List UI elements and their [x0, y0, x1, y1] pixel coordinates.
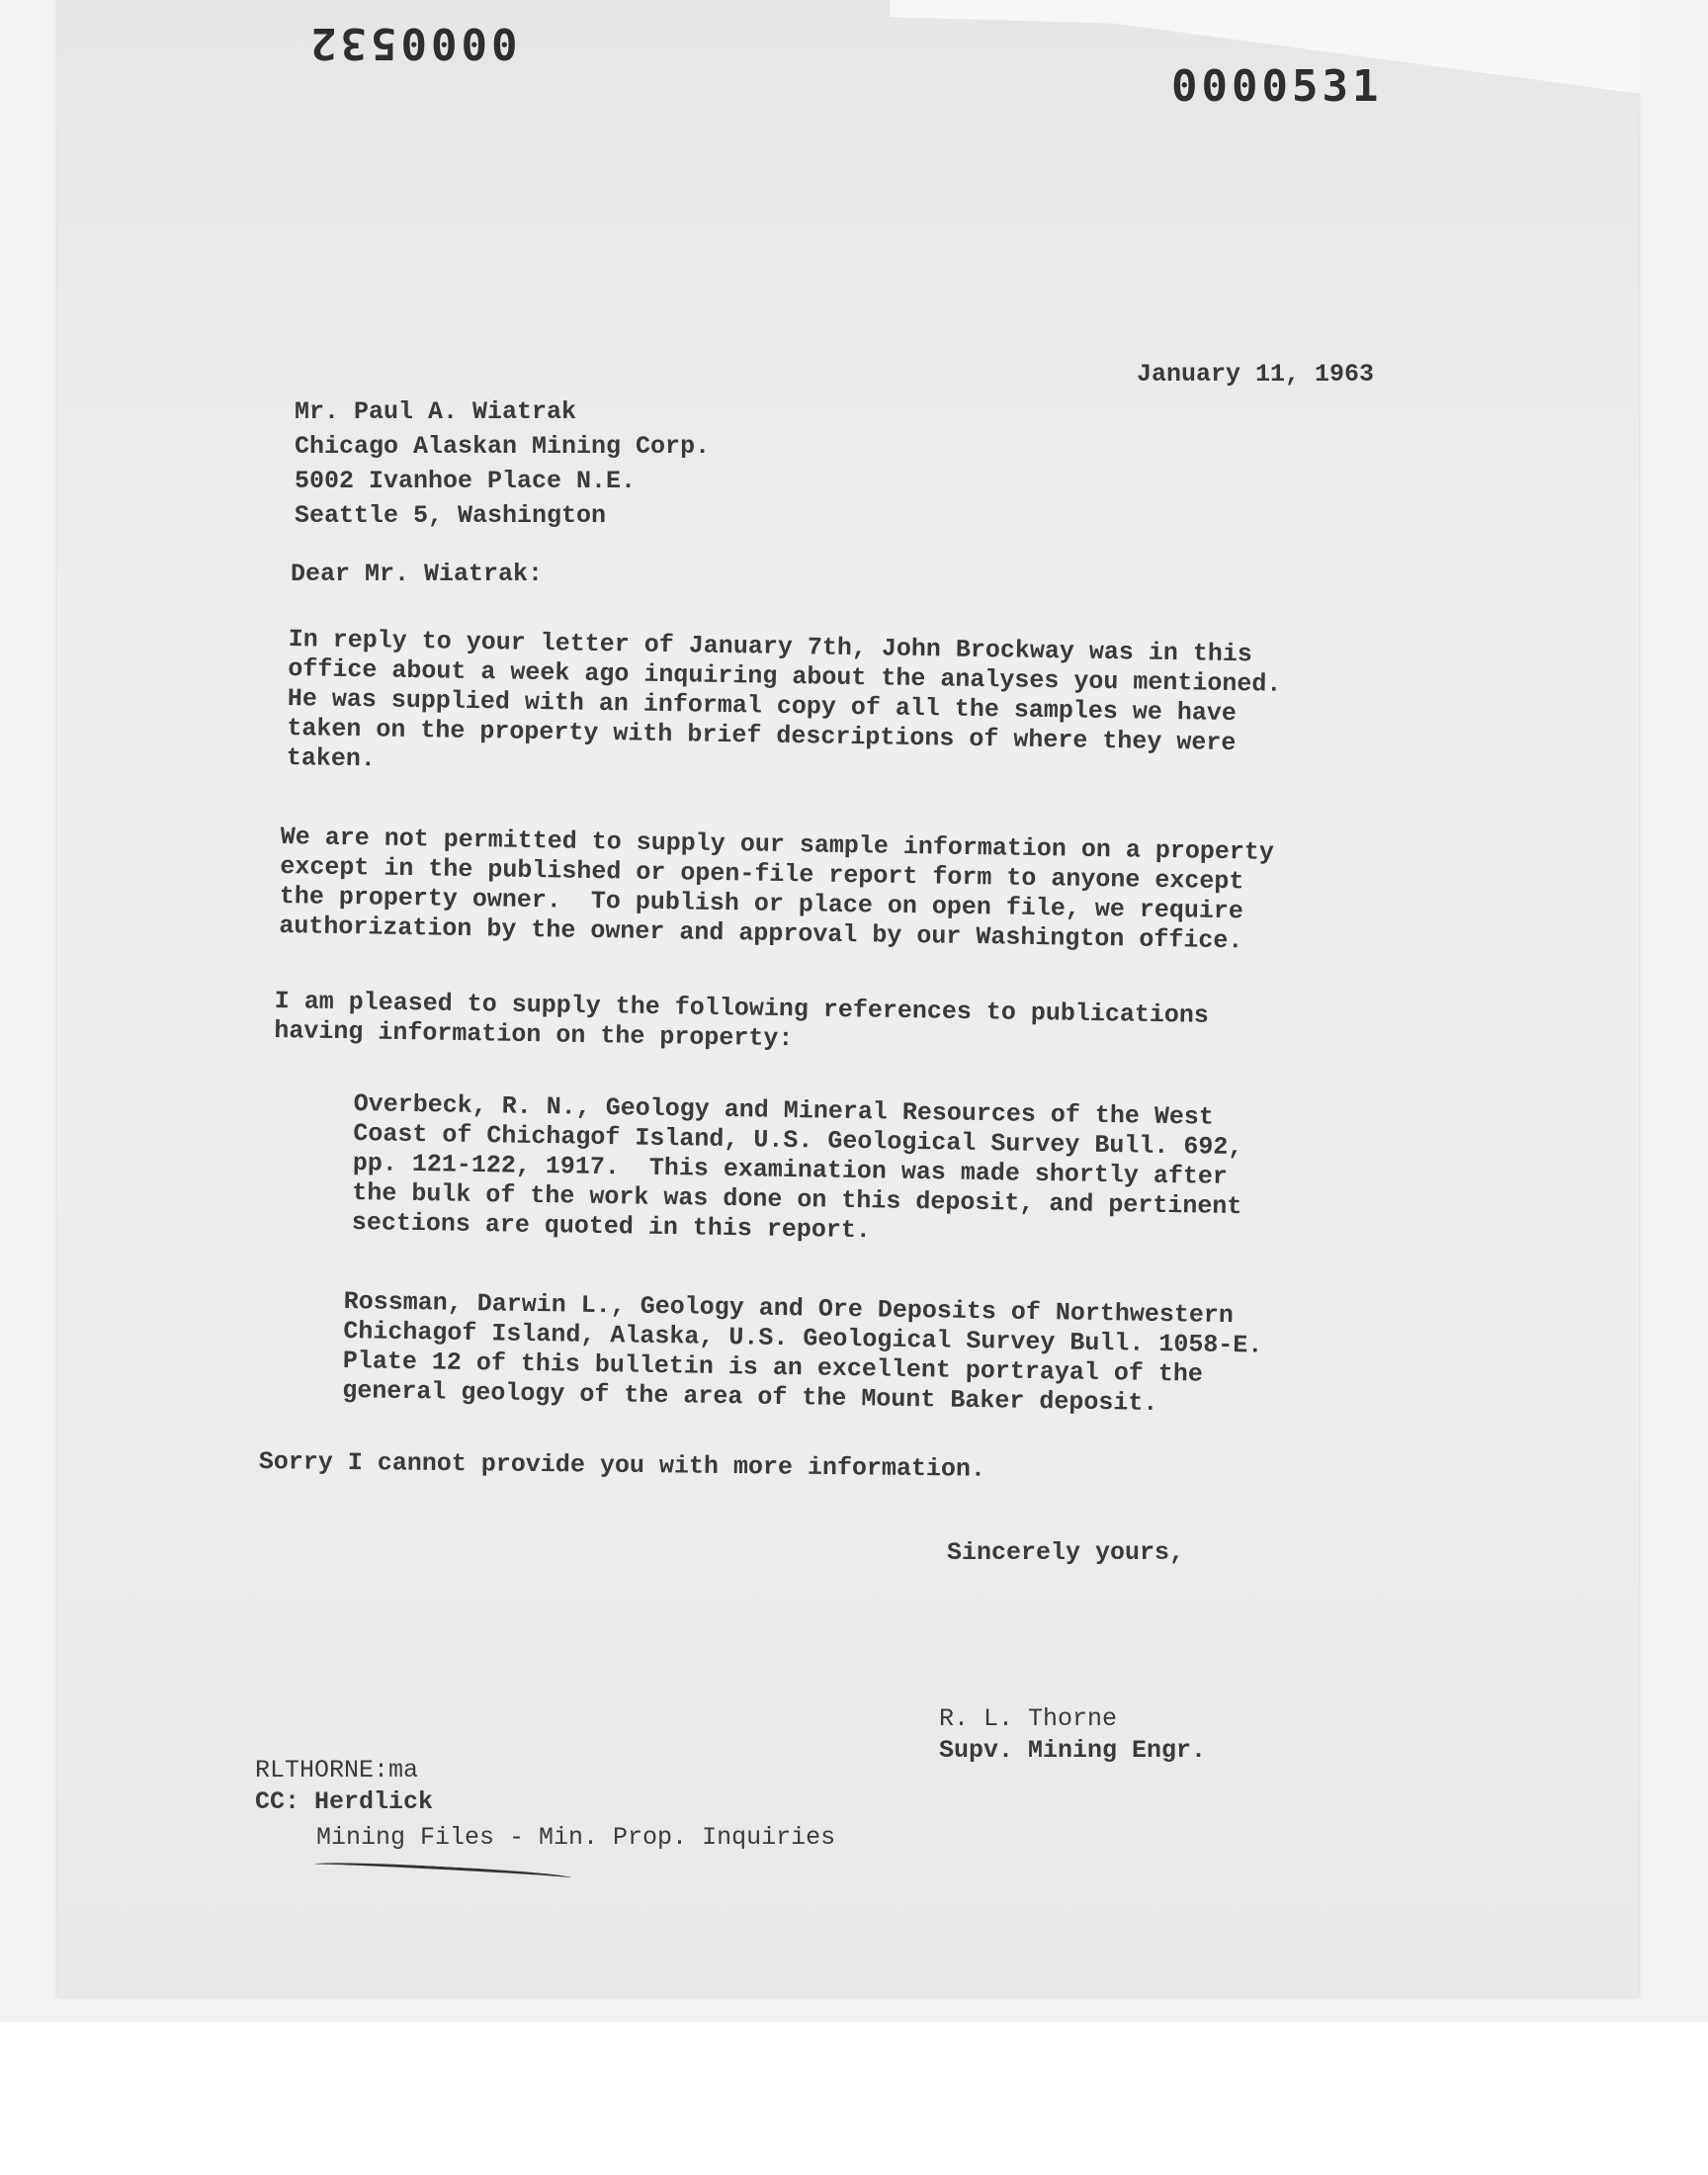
salutation: Dear Mr. Wiatrak: [291, 560, 544, 588]
reference-1: Overbeck, R. N., Geology and Mineral Resources of the West Coast of Chichagof Island, U.S. Geological Survey Bull. 692, pp. 121-122, 1917. This examination was made shortly after the bulk of the work was done on this deposit, and pertinent sections are quoted in this report. [351, 1089, 1243, 1246]
paragraph-1: In reply to your letter of January 7th, John Brockway was in this office about a week ago inquiring about the analyses you mentioned. He was supplied with an informal copy of all the samples we have taken on the property with brief descriptions of where they were taken. [286, 625, 1282, 774]
closing-line: Sorry I cannot provide you with more information. [258, 1447, 986, 1484]
cc-line-2: Mining Files - Min. Prop. Inquiries [316, 1823, 836, 1852]
paragraph-3: I am pleased to supply the following references to publications having information on the property: [274, 987, 1210, 1054]
cc-line: CC: Herdlick [255, 1787, 434, 1816]
page-number-stamp: 0000531 [1171, 61, 1383, 112]
recipient-company: Chicago Alaskan Mining Corp. [295, 432, 711, 461]
typist-initials: RLTHORNE:ma [255, 1756, 419, 1784]
reference-2: Rossman, Darwin L., Geology and Ore Deposits of Northwestern Chichagof Island, Alaska, U.S. Geological Survey Bull. 1058-E. Plate 12 of this bulletin is an excellent portrayal of the general geology of the area of the Mount Baker deposit. [342, 1287, 1263, 1418]
recipient-street: 5002 Ivanhoe Place N.E. [295, 467, 637, 495]
letter-date: January 11, 1963 [1137, 360, 1375, 389]
inverted-page-number-stamp: 0000532 [306, 18, 518, 68]
recipient-city: Seattle 5, Washington [295, 501, 607, 530]
signer-name: R. L. Thorne [939, 1704, 1118, 1733]
valediction: Sincerely yours, [947, 1538, 1185, 1567]
signer-title: Supv. Mining Engr. [939, 1736, 1207, 1765]
recipient-name: Mr. Paul A. Wiatrak [295, 397, 577, 426]
paragraph-2: We are not permitted to supply our sample information on a property except in the published or open-file report form to anyone except the property owner. To publish or place on open file, we require authorization by the owner and approval by our Washington office. [279, 823, 1275, 956]
